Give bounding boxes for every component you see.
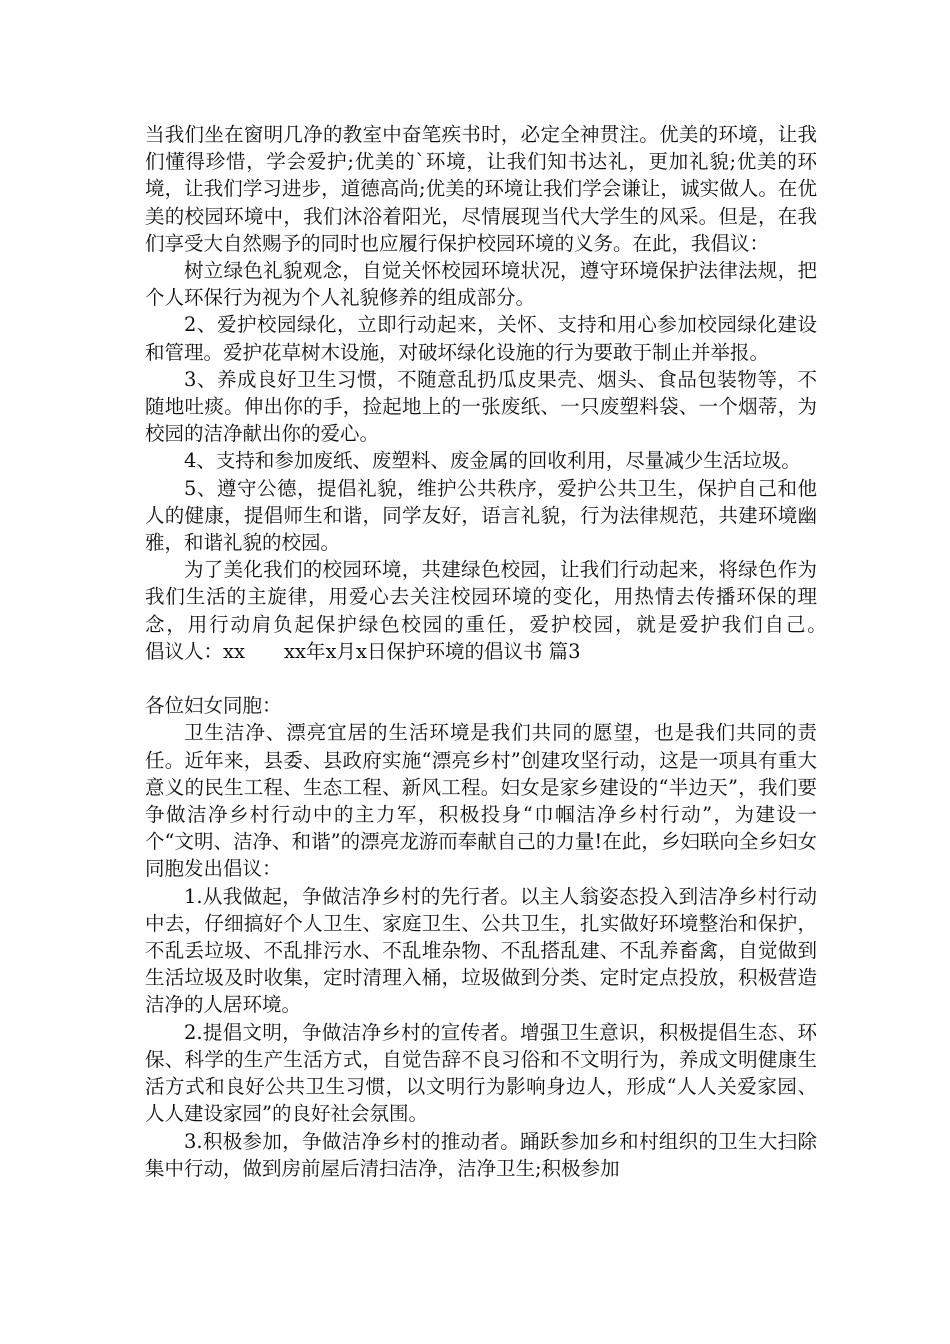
paragraph-item-1: 1.从我做起，争做洁净乡村的先行者。以主人翁姿态投入到洁净乡村行动中去，仔细搞好个人卫生、家庭卫生、公共卫生，扎实做好环境整治和保护，不乱丢垃圾、不乱排污水、不乱堆杂物、不乱搭乱建、不乱养畜禽，自觉做到生活垃圾及时收集，定时清理入桶，垃圾做到分类、定时定点投放，积极营造洁净的人居环境。 <box>145 884 817 1017</box>
blank-line <box>145 665 817 692</box>
paragraph-proposal-3: 3、养成良好卫生习惯，不随意乱扔瓜皮果壳、烟头、食品包装物等，不随地吐痰。伸出你的手，捡起地上的一张废纸、一只废塑料袋、一个烟蒂，为校园的洁净献出你的爱心。 <box>145 367 817 446</box>
paragraph-closing: 为了美化我们的校园环境，共建绿色校园，让我们行动起来，将绿色作为我们生活的主旋律，用爱心去关注校园环境的变化，用热情去传播环保的理念，用行动肩负起保护绿色校园的重任，爱护校园，就是爱护我们自己。 倡议人：xx xx年x月x日保护环境的倡议书 篇3 <box>145 558 857 663</box>
paragraph-background: 卫生洁净、漂亮宜居的生活环境是我们共同的愿望，也是我们共同的责任。近年来，县委、县政府实施“漂亮乡村”创建攻坚行动，这是一项具有重大意义的民生工程、生态工程、新风工程。妇女是家乡建设的“半边天”，我们要争做洁净乡村行动中的主力军，积极投身“巾帼洁净乡村行动”，为建设一个“文明、洁净、和谐”的漂亮龙游而奉献自己的力量!在此，乡妇联向全乡妇女同胞发出倡议： <box>145 721 817 881</box>
paragraph-item-3: 3.积极参加，争做洁净乡村的推动者。踊跃参加乡和村组织的卫生大扫除集中行动，做到房前屋后清扫洁净，洁净卫生;积极参加 <box>145 1129 817 1180</box>
paragraph-proposal-5: 5、遵守公德，提倡礼貌，维护公共秩序，爱护公共卫生，保护自己和他人的健康，提倡师生和谐，同学友好，语言礼貌，行为法律规范，共建环境幽雅，和谐礼貌的校园。 <box>145 476 817 555</box>
paragraph-proposal-4: 4、支持和参加废纸、废塑料、废金属的回收利用，尽量减少生活垃圾。 <box>184 449 801 473</box>
paragraph-salutation: 各位妇女同胞： <box>145 694 282 718</box>
paragraph-proposal-1: 树立绿色礼貌观念，自觉关怀校园环境状况，遵守环境保护法律法规，把个人环保行为视为个人礼貌修养的组成部分。 <box>145 259 817 310</box>
document-body <box>145 121 857 1182</box>
paragraph-item-2: 2.提倡文明，争做洁净乡村的宣传者。增强卫生意识，积极提倡生态、环保、科学的生产生活方式，自觉告辞不良习俗和不文明行为，养成文明健康生活方式和良好公共卫生习惯，以文明行为影响身边人，形成“人人关爱家园、人人建设家园”的良好社会氛围。 <box>145 1020 817 1126</box>
paragraph-proposal-2: 2、爱护校园绿化，立即行动起来，关怀、支持和用心参加校园绿化建设和管理。爱护花草树木设施，对破坏绿化设施的行为要敢于制止并举报。 <box>145 313 817 364</box>
paragraph-intro: 当我们坐在窗明几净的教室中奋笔疾书时，必定全神贯注。优美的环境，让我们懂得珍惜，学会爱护;优美的`环境，让我们知书达礼，更加礼貌;优美的环境，让我们学习进步，道德高尚;优美的环境让我们学会谦让，诚实做人。在优美的校园环境中，我们沐浴着阳光，尽情展现当代大学生的风采。但是，在我们享受大自然赐予的同时也应履行保护校园环境的义务。在此，我倡议： <box>145 123 817 255</box>
